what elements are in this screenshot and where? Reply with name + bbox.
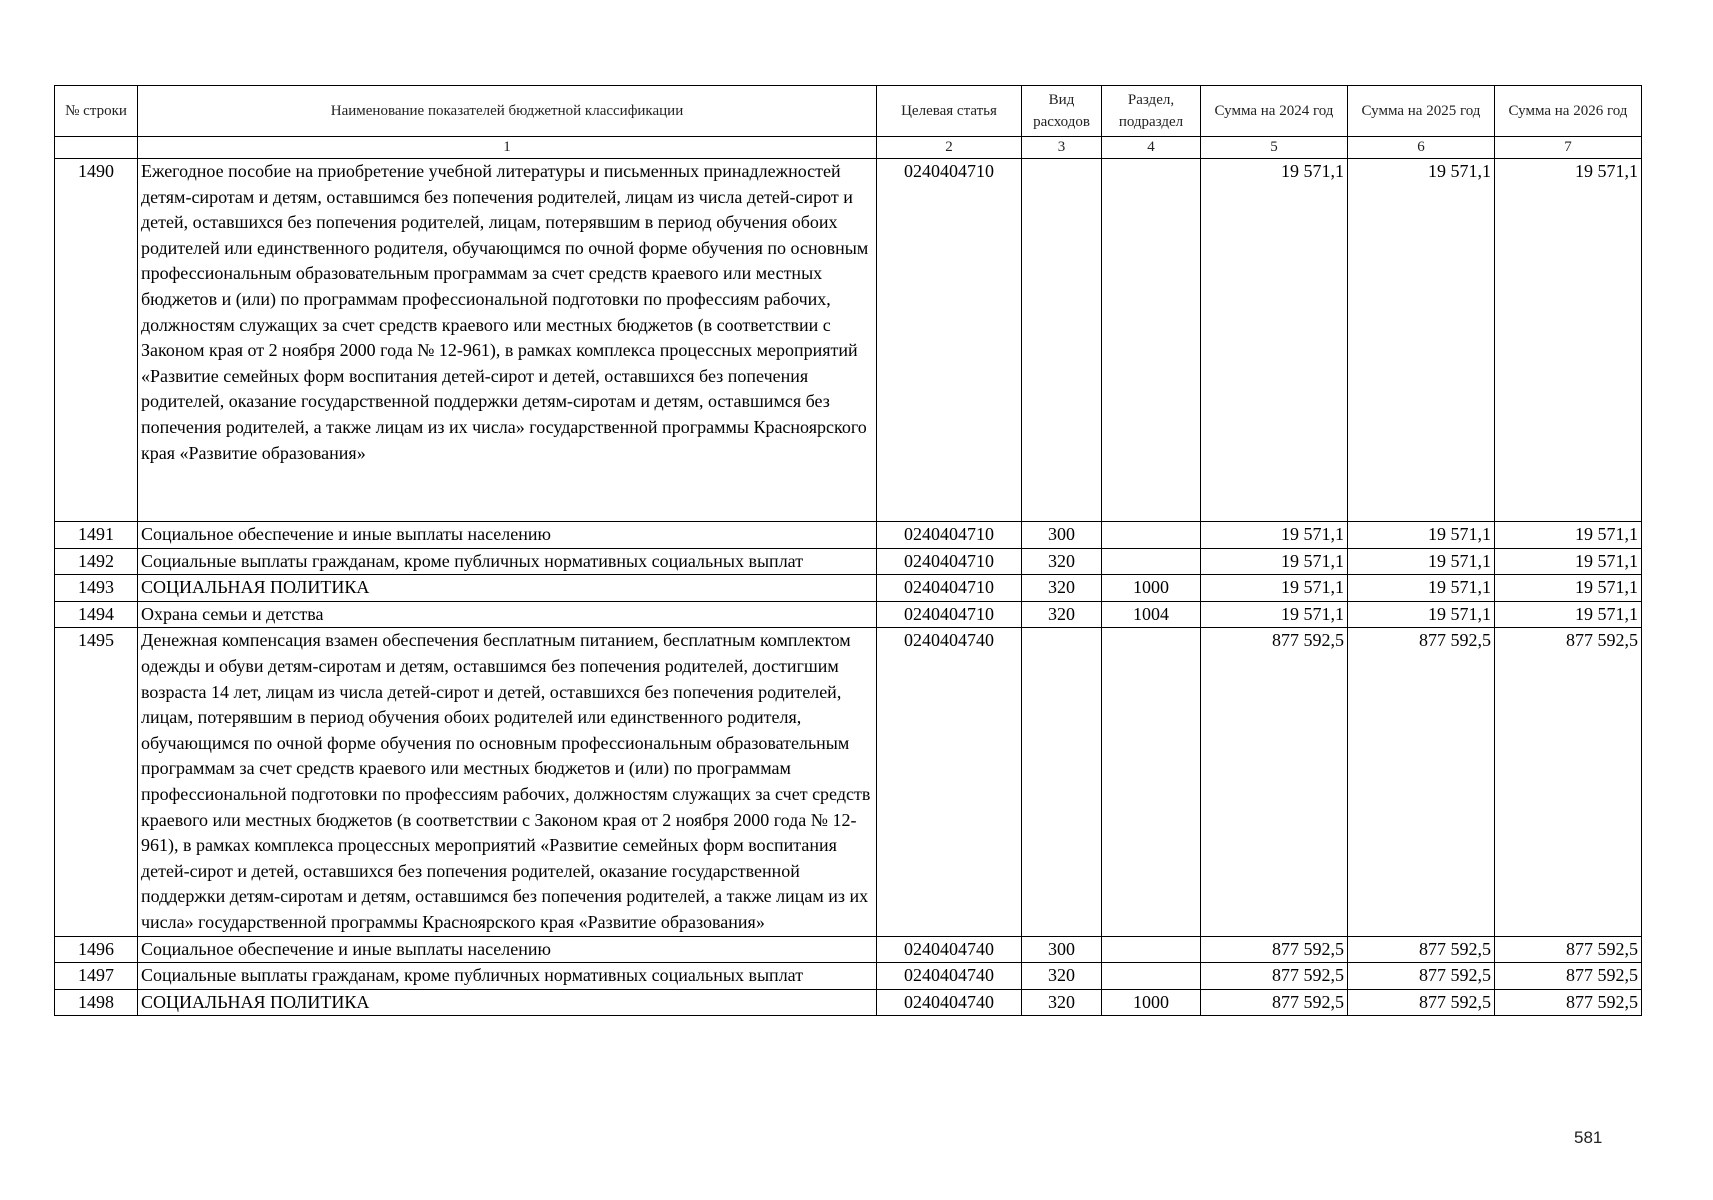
- indicator-name: Социальные выплаты гражданам, кроме публичных нормативных социальных выплат: [138, 548, 877, 575]
- table-row: [55, 963, 1642, 990]
- sum-2026: 877 592,5: [1495, 936, 1642, 963]
- sum-2024: 877 592,5: [1201, 963, 1348, 990]
- budget-table-container: [54, 85, 1638, 1016]
- header-section: Раздел, подраздел: [1102, 86, 1201, 137]
- sum-2026: 19 571,1: [1495, 522, 1642, 549]
- section-code: [1102, 548, 1201, 575]
- sum-2024: 19 571,1: [1201, 575, 1348, 602]
- indicator-name: СОЦИАЛЬНАЯ ПОЛИТИКА: [138, 575, 877, 602]
- sum-2025: 19 571,1: [1348, 601, 1495, 628]
- header-sum-2024: Сумма на 2024 год: [1201, 86, 1348, 137]
- sum-2026: 19 571,1: [1495, 548, 1642, 575]
- row-number: 1495: [55, 628, 138, 936]
- column-number: 4: [1102, 137, 1201, 159]
- header-row: [55, 86, 1642, 137]
- section-code: 1000: [1102, 575, 1201, 602]
- indicator-name: Социальное обеспечение и иные выплаты населению: [138, 522, 877, 549]
- section-code: 1000: [1102, 989, 1201, 1016]
- header-row-number: № строки: [55, 86, 138, 137]
- row-number: 1493: [55, 575, 138, 602]
- sum-2026: 877 592,5: [1495, 963, 1642, 990]
- sum-2025: 19 571,1: [1348, 159, 1495, 522]
- table-row: [55, 601, 1642, 628]
- expense-type: 320: [1022, 548, 1102, 575]
- sum-2025: 19 571,1: [1348, 548, 1495, 575]
- expense-type: 300: [1022, 936, 1102, 963]
- section-code: [1102, 522, 1201, 549]
- target-article: 0240404710: [877, 575, 1022, 602]
- column-number: 1: [138, 137, 877, 159]
- sum-2025: 877 592,5: [1348, 936, 1495, 963]
- expense-type: 320: [1022, 989, 1102, 1016]
- target-article: 0240404710: [877, 601, 1022, 628]
- section-code: [1102, 936, 1201, 963]
- section-code: [1102, 628, 1201, 936]
- column-number: 5: [1201, 137, 1348, 159]
- section-code: 1004: [1102, 601, 1201, 628]
- indicator-name: Ежегодное пособие на приобретение учебной литературы и письменных принадлежностей детям-сиротам и детям, оставшимся без попечения родителей, лицам из числа детей-сирот и детей, оставшихся без попечения родителей, лицам, потерявшим в период обучения обоих родителей или единственного родителя, обучающимся по очной форме обучения по основным профессиональным образовательным программам за счет средств краевого или местных бюджетов и (или) по программам профессиональной подготовки по профессиям рабочих, должностям служащих за счет средств краевого или местных бюджетов (в соответствии с Законом края от 2 ноября 2000 года № 12-961), в рамках комплекса процессных мероприятий «Развитие семейных форм воспитания детей-сирот и детей, оставшихся без попечения родителей, оказание государственной поддержки детям-сиротам и детям, оставшимся без попечения родителей, а также лицам из их числа» государственной программы Красноярского края «Развитие образования»: [138, 159, 877, 522]
- sum-2025: 19 571,1: [1348, 575, 1495, 602]
- sum-2026: 19 571,1: [1495, 159, 1642, 522]
- indicator-name: Денежная компенсация взамен обеспечения бесплатным питанием, бесплатным комплектом одежды и обуви детям-сиротам и детям, оставшимся без попечения родителей, достигшим возраста 14 лет, лицам из числа детей-сирот и детей, оставшихся без попечения родителей, лицам, потерявшим в период обучения обоих родителей или единственного родителя, обучающимся по очной форме обучения по основным профессиональным образовательным программам за счет средств краевого или местных бюджетов и (или) по программам профессиональной подготовки по профессиям рабочих, должностям служащих за счет средств краевого или местных бюджетов (в соответствии с Законом края от 2 ноября 2000 года № 12-961), в рамках комплекса процессных мероприятий «Развитие семейных форм воспитания детей-сирот и детей, оставшихся без попечения родителей, оказание государственной поддержки детям-сиротам и детям, оставшимся без попечения родителей, а также лицам из их числа» государственной программы Красноярского края «Развитие образования»: [138, 628, 877, 936]
- indicator-name: Социальные выплаты гражданам, кроме публичных нормативных социальных выплат: [138, 963, 877, 990]
- target-article: 0240404740: [877, 628, 1022, 936]
- sum-2024: 19 571,1: [1201, 522, 1348, 549]
- column-number-blank: [55, 137, 138, 159]
- table-row: [55, 936, 1642, 963]
- target-article: 0240404740: [877, 963, 1022, 990]
- row-number: 1490: [55, 159, 138, 522]
- target-article: 0240404710: [877, 159, 1022, 522]
- header-indicator-name: Наименование показателей бюджетной классификации: [138, 86, 877, 137]
- sum-2024: 19 571,1: [1201, 159, 1348, 522]
- table-row: [55, 989, 1642, 1016]
- row-number: 1491: [55, 522, 138, 549]
- expense-type: 320: [1022, 575, 1102, 602]
- sum-2026: 19 571,1: [1495, 601, 1642, 628]
- sum-2025: 877 592,5: [1348, 963, 1495, 990]
- sum-2024: 19 571,1: [1201, 601, 1348, 628]
- sum-2026: 877 592,5: [1495, 989, 1642, 1016]
- sum-2026: 877 592,5: [1495, 628, 1642, 936]
- expense-type: 320: [1022, 601, 1102, 628]
- expense-type: [1022, 159, 1102, 522]
- expense-type: 300: [1022, 522, 1102, 549]
- header-expense-type: Вид расходов: [1022, 86, 1102, 137]
- header-sum-2025: Сумма на 2025 год: [1348, 86, 1495, 137]
- sum-2026: 19 571,1: [1495, 575, 1642, 602]
- table-row: [55, 159, 1642, 522]
- expense-type: [1022, 628, 1102, 936]
- column-number: 6: [1348, 137, 1495, 159]
- target-article: 0240404710: [877, 548, 1022, 575]
- row-number: 1498: [55, 989, 138, 1016]
- row-number: 1497: [55, 963, 138, 990]
- page-number: 581: [1574, 1128, 1603, 1147]
- indicator-name: Социальное обеспечение и иные выплаты населению: [138, 936, 877, 963]
- budget-table: [54, 85, 1642, 1016]
- sum-2024: 877 592,5: [1201, 989, 1348, 1016]
- column-number: 7: [1495, 137, 1642, 159]
- indicator-name: Охрана семьи и детства: [138, 601, 877, 628]
- row-number: 1494: [55, 601, 138, 628]
- indicator-name: СОЦИАЛЬНАЯ ПОЛИТИКА: [138, 989, 877, 1016]
- table-row: [55, 522, 1642, 549]
- expense-type: 320: [1022, 963, 1102, 990]
- section-code: [1102, 963, 1201, 990]
- column-number: 2: [877, 137, 1022, 159]
- target-article: 0240404710: [877, 522, 1022, 549]
- sum-2024: 877 592,5: [1201, 628, 1348, 936]
- column-number-row: [55, 137, 1642, 159]
- table-row: [55, 548, 1642, 575]
- column-number: 3: [1022, 137, 1102, 159]
- section-code: [1102, 159, 1201, 522]
- sum-2024: 877 592,5: [1201, 936, 1348, 963]
- sum-2025: 877 592,5: [1348, 628, 1495, 936]
- row-number: 1496: [55, 936, 138, 963]
- target-article: 0240404740: [877, 989, 1022, 1016]
- table-row: [55, 575, 1642, 602]
- row-number: 1492: [55, 548, 138, 575]
- sum-2024: 19 571,1: [1201, 548, 1348, 575]
- sum-2025: 19 571,1: [1348, 522, 1495, 549]
- table-row: [55, 628, 1642, 936]
- target-article: 0240404740: [877, 936, 1022, 963]
- header-target-article: Целевая статья: [877, 86, 1022, 137]
- sum-2025: 877 592,5: [1348, 989, 1495, 1016]
- header-sum-2026: Сумма на 2026 год: [1495, 86, 1642, 137]
